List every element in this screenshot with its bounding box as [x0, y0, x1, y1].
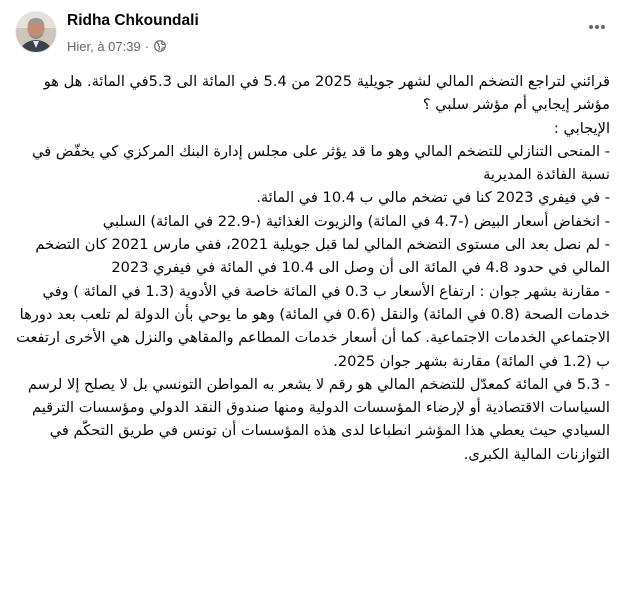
- post-paragraph: - المنحى التنازلي للتضخم المالي وهو ما قد يؤثر على مجلس إدارة البنك المركزي كي يخفّض في نسبة الفائدة المديرية: [32, 142, 610, 184]
- post-paragraph: - لم نصل بعد الى مستوى التضخم المالي لما قبل جويلية 2021، ففي مارس 2021 كان التضخم المالي في حدود 4.8 في المائة الى أن وصل الى 10.4 في المائة في فيفري 2023: [35, 236, 610, 277]
- avatar[interactable]: [16, 12, 56, 52]
- post-meta: [67, 37, 166, 55]
- author-photo-icon: [16, 12, 56, 52]
- post-paragraph: - 5.3 في المائة كمعدّل للتضخم المالي هو رقم لا يشعر به المواطن التونسي بل لا يصلح إلا لرسم السياسات الاقتصادية أو لإرضاء المؤسسات الدولية ومنها صندوق النقد الدولي ومؤسسات الترقيم السيادي حيث يعطي هذا المؤشر انطباعا لدى هذه المؤسسات أن تونس في طريق التحكّم في التوازنات المالية الكبرى.: [27, 375, 610, 463]
- post-timestamp[interactable]: Hier, à 07:39: [67, 38, 141, 54]
- author-name[interactable]: Ridha Chkoundali: [67, 12, 199, 29]
- post-paragraph: الإيجابي :: [553, 119, 610, 137]
- post-paragraph: - مقارنة بشهر جوان : ارتفاع الأسعار ب 0.3 في المائة خاصة في الأدوية (1.3 في المائة ) وفي خدمات الصحة (0.8 في المائة) والنقل (0.6 في المائة) وهو ما يوحي بأن الدولة لم تلعب بعد دورها الاجتماعي الخدمات الاجتماعية. كما أن أسعار خدمات المطاعم والمقاهي والنزل هي الأخرى ارتفعت ب (1.2 في المائة) مقارنة بشهر جوان 2025.: [16, 282, 610, 370]
- more-options-button[interactable]: [580, 10, 614, 44]
- post-paragraph: قرائني لتراجع التضخم المالي لشهر جويلية 2025 من 5.4 في المائة الى 5.3في المائة. هل هو مؤشر إيجابي أم مؤشر سلبي ؟: [43, 73, 610, 114]
- post-body: [16, 70, 610, 466]
- more-horizontal-icon: [587, 17, 607, 37]
- post-paragraph: - في فيفري 2023 كنا في تضخم مالي ب 10.4 في المائة.: [256, 189, 610, 207]
- globe-icon[interactable]: [154, 40, 166, 52]
- meta-separator: ·: [144, 38, 150, 54]
- post-paragraph: - انخفاض أسعار البيض (-4.7 في المائة) والزيوت الغذائية (-22.9 في المائة) السلبي: [102, 212, 610, 230]
- post-header: [0, 0, 622, 72]
